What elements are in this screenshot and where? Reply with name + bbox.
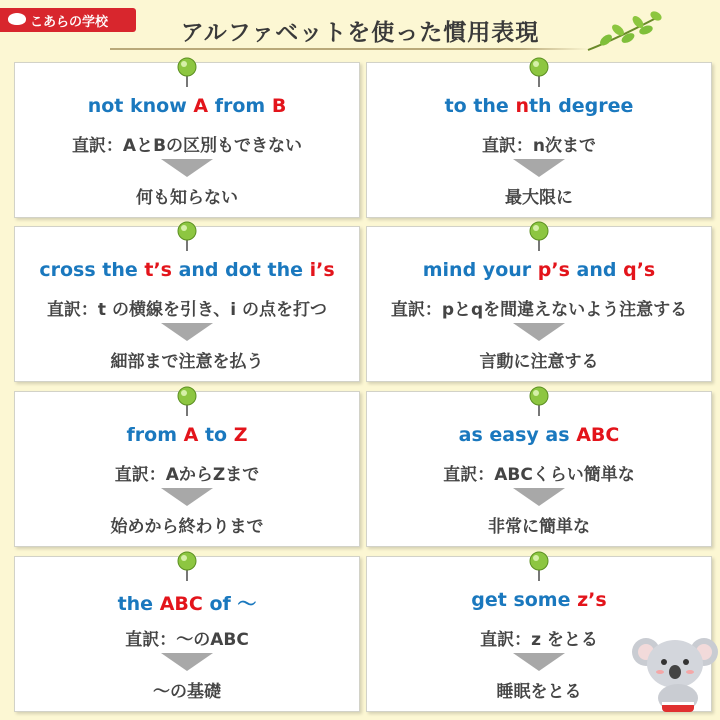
highlighted-letters: q’s [623, 259, 656, 281]
phrase-card [14, 556, 360, 712]
phrase-text: and dot the [171, 259, 310, 281]
phrase-text: mind your [422, 259, 538, 281]
pushpin-icon [529, 57, 549, 87]
highlighted-letters: n [515, 95, 529, 117]
idiom-meaning: 睡眠をとる [496, 682, 582, 702]
down-arrow-icon [513, 653, 565, 671]
phrase-card [366, 62, 712, 218]
literal-translation: 直訳：ABCくらい簡単な [443, 465, 635, 485]
idiom-phrase [367, 259, 711, 281]
pushpin-icon [529, 221, 549, 251]
pushpin-icon [177, 57, 197, 87]
literal-translation: 直訳：pとqを間違えないよう注意する [390, 300, 688, 320]
idiom-meaning: ～の基礎 [153, 682, 221, 702]
phrase-card [366, 391, 712, 547]
phrase-text: as easy as [458, 424, 577, 446]
phrase-text: and [569, 259, 624, 281]
pushpin-icon [529, 386, 549, 416]
idiom-meaning: 言動に注意する [479, 352, 599, 372]
highlighted-letters: p’s [537, 259, 570, 281]
phrase-text: of ～ [202, 593, 257, 615]
highlighted-letters: ABC [159, 593, 203, 615]
phrase-text: the [117, 593, 160, 615]
leaf-branch-icon [584, 10, 664, 54]
phrase-text: from [208, 95, 272, 117]
literal-translation: 直訳：t の横線を引き、i の点を打つ [46, 300, 328, 320]
idiom-meaning: 非常に簡単な [488, 517, 590, 537]
phrase-text: th degree [528, 95, 634, 117]
highlighted-letters: i’s [309, 259, 335, 281]
idiom-meaning: 始めから終わりまで [110, 517, 264, 537]
literal-translation: 直訳：z をとる [480, 630, 598, 650]
highlighted-letters: z’s [577, 589, 607, 611]
idiom-meaning: 最大限に [505, 188, 573, 208]
idiom-meaning: 何も知らない [136, 188, 238, 208]
phrase-text: from [126, 424, 184, 446]
phrase-card [14, 226, 360, 382]
idiom-phrase [15, 259, 359, 281]
idiom-phrase [367, 95, 711, 117]
down-arrow-icon [513, 159, 565, 177]
brand-label: こあらの学校 [30, 14, 109, 30]
pushpin-icon [529, 551, 549, 581]
highlighted-letters: A [193, 95, 209, 117]
down-arrow-icon [161, 159, 213, 177]
koala-icon [632, 628, 718, 716]
idiom-phrase [15, 95, 359, 117]
down-arrow-icon [513, 488, 565, 506]
idiom-phrase [367, 424, 711, 446]
phrase-card [14, 391, 360, 547]
literal-translation: 直訳：AからZまで [114, 465, 260, 485]
idiom-phrase [15, 589, 359, 616]
phrase-text: get some [471, 589, 578, 611]
phrase-text: not know [87, 95, 194, 117]
literal-translation: 直訳：～のABC [125, 630, 249, 650]
highlighted-letters: A [183, 424, 199, 446]
literal-translation: 直訳：n次まで [481, 136, 597, 156]
idiom-meaning: 細部まで注意を払う [110, 352, 264, 372]
phrase-text: cross the [39, 259, 145, 281]
page-title: アルファベットを使った慣用表現 [180, 20, 540, 46]
literal-translation: 直訳：AとBの区別もできない [71, 136, 303, 156]
idiom-phrase [367, 589, 711, 611]
koala-logo-icon [8, 13, 26, 27]
pushpin-icon [177, 221, 197, 251]
highlighted-letters: ABC [576, 424, 620, 446]
pushpin-icon [177, 386, 197, 416]
phrase-card [366, 226, 712, 382]
pushpin-icon [177, 551, 197, 581]
down-arrow-icon [161, 488, 213, 506]
down-arrow-icon [513, 323, 565, 341]
highlighted-letters: Z [233, 424, 248, 446]
highlighted-letters: t’s [144, 259, 172, 281]
phrase-text: to [198, 424, 234, 446]
down-arrow-icon [161, 323, 213, 341]
down-arrow-icon [161, 653, 213, 671]
title-underline [110, 48, 590, 50]
phrase-card [14, 62, 360, 218]
phrase-text: to the [444, 95, 516, 117]
idiom-phrase [15, 424, 359, 446]
highlighted-letters: B [271, 95, 287, 117]
